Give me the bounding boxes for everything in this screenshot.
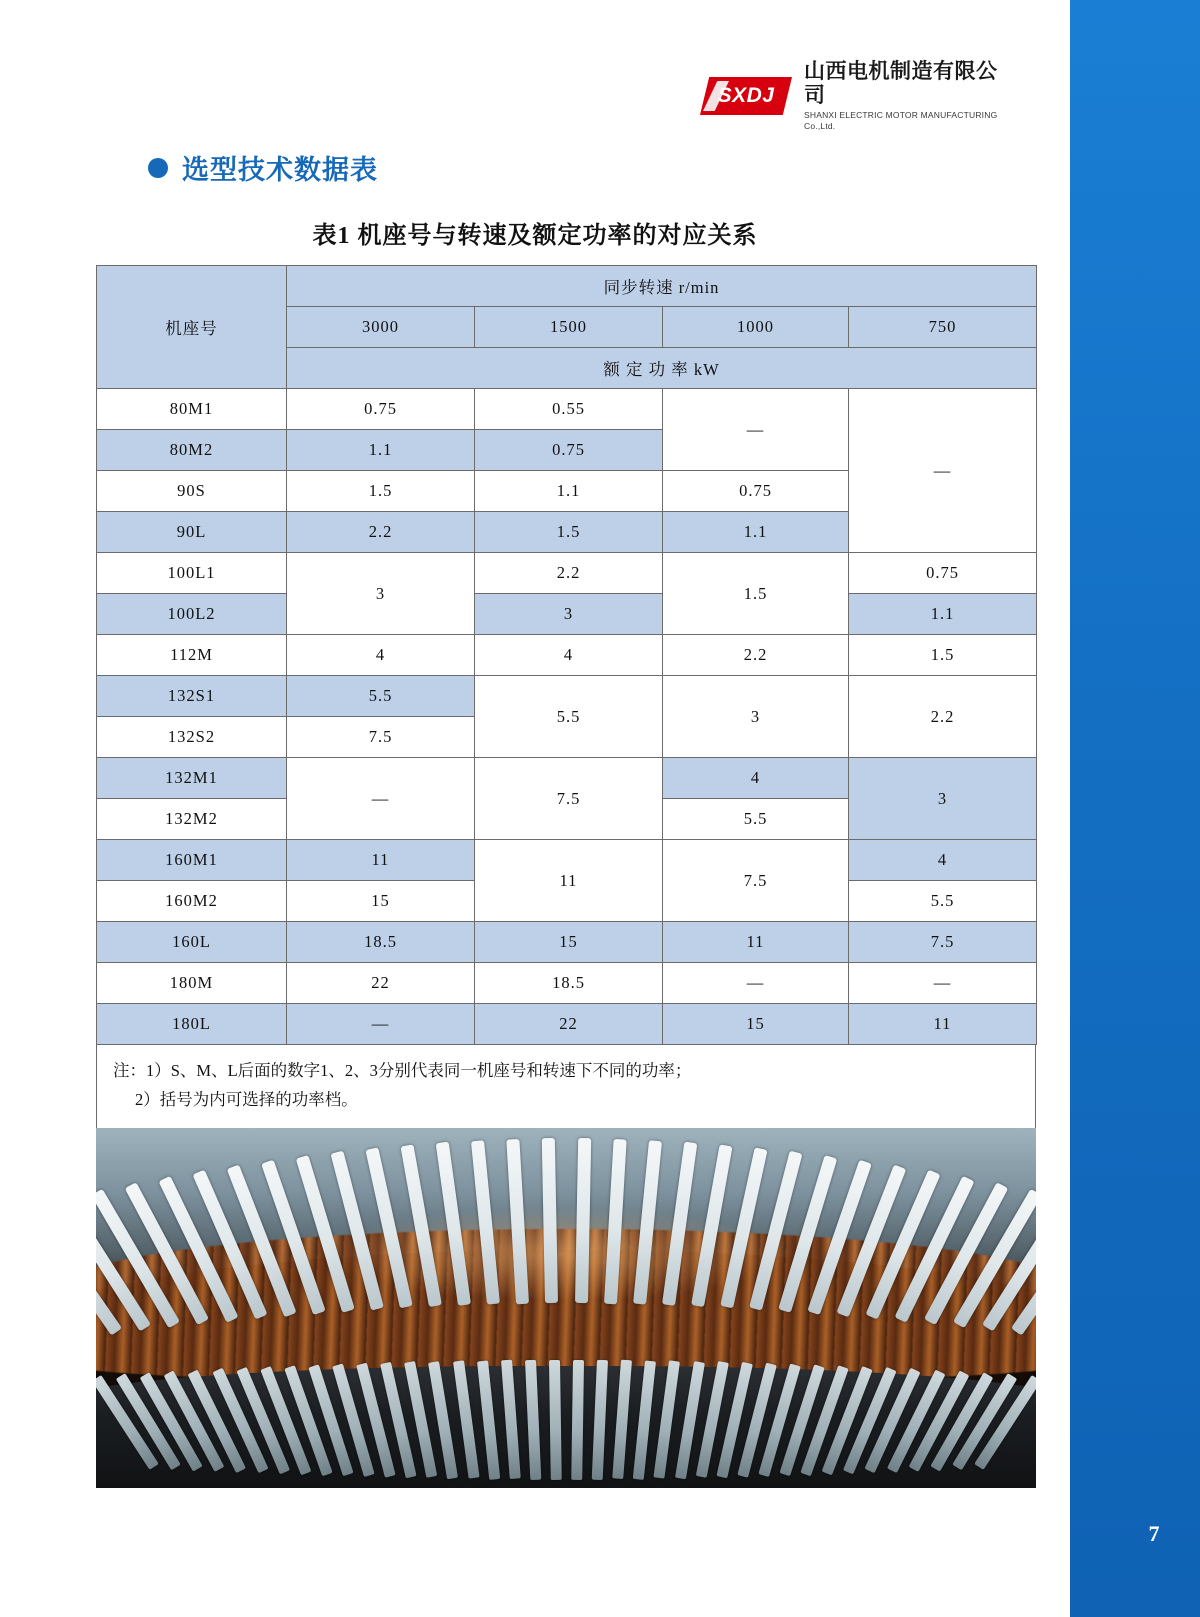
table-row (97, 963, 1037, 1004)
logo-mark-icon (700, 75, 792, 117)
cell-3000: — (287, 758, 475, 840)
cell-750: 1.5 (849, 635, 1037, 676)
cell-frame: 90L (97, 512, 287, 553)
cell-750: 5.5 (849, 881, 1037, 922)
table-row (97, 758, 1037, 799)
cell-1000: 7.5 (663, 840, 849, 922)
bullet-icon (148, 158, 168, 178)
cell-1000: — (663, 963, 849, 1004)
cell-frame: 132S2 (97, 717, 287, 758)
cell-1500: 11 (475, 840, 663, 922)
cell-3000: 1.5 (287, 471, 475, 512)
table-row (97, 553, 1037, 594)
spec-table-container (96, 265, 1036, 1130)
cell-1000: 11 (663, 922, 849, 963)
cell-1000: 15 (663, 1004, 849, 1045)
table-row (97, 594, 1037, 635)
cell-750: 4 (849, 840, 1037, 881)
cell-1000: 1.5 (663, 553, 849, 635)
header-rated-power: 额 定 功 率 kW (287, 348, 1037, 389)
cell-750: 1.1 (849, 594, 1037, 635)
cell-1000: 3 (663, 676, 849, 758)
cell-750: 2.2 (849, 676, 1037, 758)
cell-1000: 0.75 (663, 471, 849, 512)
note-line-1: 注：1）S、M、L后面的数字1、2、3分别代表同一机座号和转速下不同的功率； (113, 1061, 692, 1080)
spec-table (96, 265, 1037, 1045)
table-row (97, 840, 1037, 881)
cell-1000: 5.5 (663, 799, 849, 840)
cell-750: 7.5 (849, 922, 1037, 963)
cell-frame: 132M1 (97, 758, 287, 799)
logo-mark-text: SXDJ (717, 84, 775, 107)
cell-frame: 90S (97, 471, 287, 512)
company-name-cn: 山西电机制造有限公司 (804, 59, 998, 107)
cell-3000: 15 (287, 881, 475, 922)
header-speed-1000: 1000 (663, 307, 849, 348)
cell-frame: 112M (97, 635, 287, 676)
header-sync-speed: 同步转速 r/min (287, 266, 1037, 307)
cell-1500: 3 (475, 594, 663, 635)
cell-1500: 15 (475, 922, 663, 963)
cell-1000: — (663, 389, 849, 471)
cell-frame: 80M1 (97, 389, 287, 430)
cell-3000: — (287, 1004, 475, 1045)
cell-3000: 5.5 (287, 676, 475, 717)
table-row (97, 1004, 1037, 1045)
photo-wedges (96, 1128, 1036, 1488)
cell-1500: 0.75 (475, 430, 663, 471)
table-notes (96, 1045, 1036, 1130)
cell-3000: 7.5 (287, 717, 475, 758)
section-title-label: 选型技术数据表 (182, 155, 378, 185)
cell-3000: 22 (287, 963, 475, 1004)
cell-750: 3 (849, 758, 1037, 840)
table-row (97, 635, 1037, 676)
cell-1500: 0.55 (475, 389, 663, 430)
stator-winding-photo (96, 1128, 1036, 1488)
cell-3000: 1.1 (287, 430, 475, 471)
cell-750: 0.75 (849, 553, 1037, 594)
cell-1500: 4 (475, 635, 663, 676)
cell-frame: 160M2 (97, 881, 287, 922)
cell-frame: 160L (97, 922, 287, 963)
cell-3000: 2.2 (287, 512, 475, 553)
note-line-2: 2）括号为内可选择的功率档。 (135, 1089, 358, 1109)
cell-1000: 2.2 (663, 635, 849, 676)
cell-750: 11 (849, 1004, 1037, 1045)
cell-3000: 4 (287, 635, 475, 676)
right-blue-bar (1070, 0, 1200, 1617)
table-header-row-1 (97, 266, 1037, 307)
section-title (148, 148, 378, 187)
cell-3000: 3 (287, 553, 475, 635)
cell-1500: 22 (475, 1004, 663, 1045)
cell-750: — (849, 389, 1037, 553)
cell-1500: 7.5 (475, 758, 663, 840)
cell-3000: 18.5 (287, 922, 475, 963)
logo-text-block (804, 60, 1015, 132)
cell-1000: 1.1 (663, 512, 849, 553)
cell-frame: 180M (97, 963, 287, 1004)
cell-1500: 2.2 (475, 553, 663, 594)
cell-frame: 132S1 (97, 676, 287, 717)
table-row (97, 676, 1037, 717)
company-name-en: SHANXI ELECTRIC MOTOR MANUFACTURING Co.,Ltd. (804, 110, 998, 132)
cell-1500: 18.5 (475, 963, 663, 1004)
cell-frame: 100L1 (97, 553, 287, 594)
cell-frame: 100L2 (97, 594, 287, 635)
cell-3000: 11 (287, 840, 475, 881)
cell-1500: 1.1 (475, 471, 663, 512)
cell-1000: 4 (663, 758, 849, 799)
cell-3000: 0.75 (287, 389, 475, 430)
cell-frame: 132M2 (97, 799, 287, 840)
header-speed-750: 750 (849, 307, 1037, 348)
header-speed-3000: 3000 (287, 307, 475, 348)
cell-1500: 5.5 (475, 676, 663, 758)
header-speed-1500: 1500 (475, 307, 663, 348)
cell-frame: 180L (97, 1004, 287, 1045)
page-number: 7 (1148, 1521, 1160, 1546)
table-caption: 表1 机座号与转速及额定功率的对应关系 (312, 223, 758, 249)
cell-frame: 80M2 (97, 430, 287, 471)
cell-1500: 1.5 (475, 512, 663, 553)
header-frame-size: 机座号 (97, 266, 287, 389)
cell-frame: 160M1 (97, 840, 287, 881)
table-row (97, 389, 1037, 430)
table-row (97, 922, 1037, 963)
cell-750: — (849, 963, 1037, 1004)
company-logo (700, 59, 1015, 132)
